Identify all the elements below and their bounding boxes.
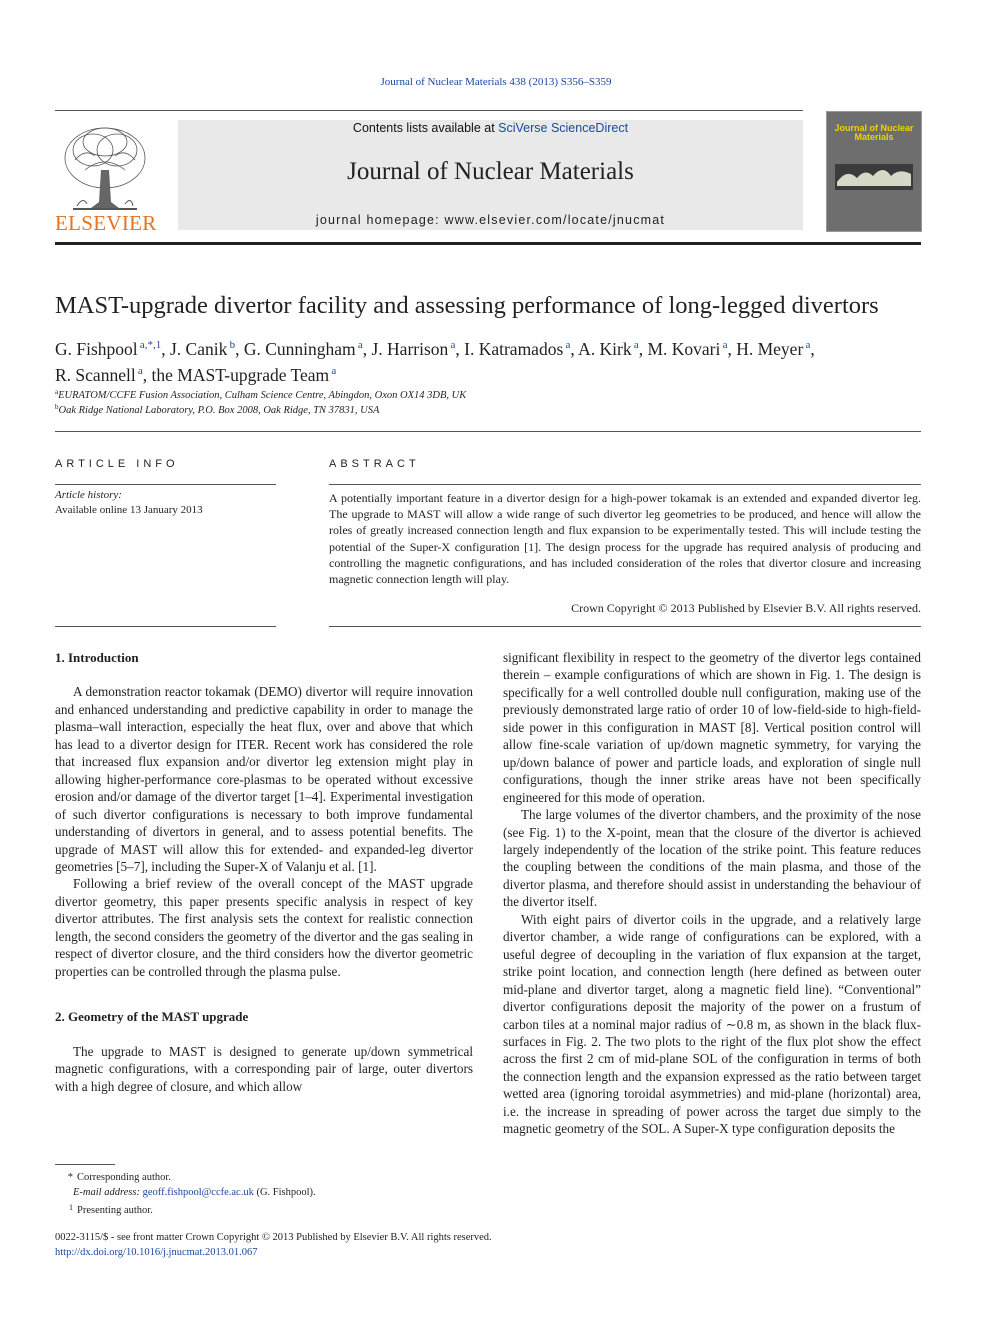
email-suffix: (G. Fishpool). <box>253 1187 316 1198</box>
footnote-corresponding <box>55 1170 485 1185</box>
section-rule <box>55 431 921 432</box>
footnote-mark-one: 1 <box>69 1203 73 1212</box>
right-paragraph-3: With eight pairs of divertor coils in the upgrade, and a relatively large divertor chamber, a wide range of configurations can be explored, with a useful degree of decoupling in the variation of flux expansion at the target, strike point location, and connection length (here defined as between outer mid-plane and divertor target, along a magnetic field line). “Conventional” divertor configurations deposit the majority of the power on a frustum of carbon tiles at a nominal major radius of ∼0.8 m, as shown in the black flux-surfaces in Fig. 2. The two plots to the right of the flux plot show the effect across the first 2 cm of mid-plane SOL of the configuration in terms of both the connection length and the expansion expressed as the ratio between target wetted area (ignoring toroidal asymmetries) and mid-plane (horizontal) area, i.e. the increase in spreading of power across the target due simply to the magnetic geometry of the SOL. A Super-X type configuration deposits the <box>503 911 921 1137</box>
section-1-paragraph-1: A demonstration reactor tokamak (DEMO) divertor will require innovation and enhanced understanding and predictive capability in order to manage the plasma–wall interaction, especially the heat flux, over and above that which has lead to a divertor design for ITER. Recent work has considered the role that increased flux expansion and/or divertor leg extension might play in allowing higher-performance core-plasmas to be operated without excessive erosion and/or damage of the divertor target [1–4]. Experimental investigation of such divertor configurations is necessary to both improve fundamental understanding of divertors in general, and to assess potential benefits. The upgrade of MAST will allow this for extended- and expanded-leg divertor geometries [5–7], including the Super-X of Valanju et al. [1]. <box>55 684 473 874</box>
author-separator: , <box>810 339 815 359</box>
section-2-paragraph-1: The upgrade to MAST is designed to generate up/down symmetrical magnetic configurations, with a corresponding pair of large, outer divertors with a high degree of closure, and which allow <box>55 1043 473 1094</box>
author-affiliation-mark[interactable]: a <box>448 339 456 351</box>
article-info-bottom-rule <box>55 626 276 627</box>
sciencedirect-link[interactable]: SciVerse ScienceDirect <box>498 121 629 135</box>
author-separator: , <box>455 339 465 359</box>
author-separator: , <box>570 339 579 359</box>
cover-title: Journal of Nuclear Materials <box>834 123 914 142</box>
author-list <box>55 334 925 386</box>
section-1-heading: 1. Introduction <box>55 650 139 665</box>
cover-image <box>835 164 913 190</box>
section-1-paragraph-2: Following a brief review of the overall concept of the MAST upgrade divertor geometry, this paper presents specific analysis in respect of key divertor attributes. The first analysis sets the context for realistic connection length, the second considers the geometry of the divertor and the gas sealing in respect of divertor closure, and the third considers how the divertor geometric properties can be controlled through the plasma pulse. <box>55 876 473 979</box>
author-name: the MAST-upgrade Team <box>151 365 330 385</box>
contents-line <box>178 121 803 135</box>
footnote-presenting <box>55 1200 485 1218</box>
article-title: MAST-upgrade divertor facility and assessing performance of long-legged divertors <box>55 292 879 319</box>
author-name: M. Kovari <box>647 339 721 359</box>
email-link[interactable]: geoff.fishpool@ccfe.ac.uk <box>142 1187 254 1198</box>
abstract-bottom-rule <box>329 626 921 627</box>
section-2-heading: 2. Geometry of the MAST upgrade <box>55 1009 249 1025</box>
author-name: R. Scannell <box>55 365 136 385</box>
author-name: I. Katramados <box>464 339 564 359</box>
affiliation-b: $^b$Oak Ridge National Laboratory, P.O. Box 2008, Oak Ridge, TN 37831, USA <box>55 403 380 416</box>
footnote-rule <box>55 1164 115 1165</box>
author-name: J. Harrison <box>371 339 449 359</box>
author-separator: , <box>161 339 170 359</box>
article-history-label: Article history: <box>55 489 122 501</box>
author-name: A. Kirk <box>578 339 632 359</box>
author-affiliation-mark[interactable]: a,*,1 <box>137 339 162 351</box>
abstract-rule <box>329 484 921 485</box>
journal-reference[interactable]: Journal of Nuclear Materials 438 (2013) S356–S359 <box>380 76 612 88</box>
contents-prefix: Contents lists available at <box>352 121 499 135</box>
right-column <box>503 649 921 1138</box>
authors-line-2 <box>55 360 925 386</box>
journal-title: Journal of Nuclear Materials <box>347 158 634 185</box>
abstract-text: A potentially important feature in a divertor design for a high-power tokamak is an extended and expanded divertor leg. The upgrade to MAST will allow a wide range of such divertor leg geometries to be produced, and hence will allow the roles of greatly increased connection length and flux expansion to be experimentally tested. This will include testing the potential of the Super-X configuration [1]. The design process for the upgrade has required analysis of producing and controlling the magnetic configurations, and has included consideration of the roles that divertor closure and increasing magnetic connection length will play. <box>329 491 921 587</box>
journal-masthead <box>178 120 803 230</box>
affiliation-a: $^a$EURATOM/CCFE Fusion Association, Culham Science Centre, Abingdon, Oxon OX14 3DB, UK <box>55 388 467 401</box>
author-name: J. Canik <box>170 339 228 359</box>
footnotes <box>55 1170 485 1218</box>
left-column <box>55 649 473 1095</box>
header-rule <box>55 110 803 111</box>
author-affiliation-mark[interactable]: a <box>631 339 639 351</box>
author-name: G. Fishpool <box>55 339 138 359</box>
author-affiliation-mark[interactable]: a <box>563 339 571 351</box>
footnote-mark-star: * <box>67 1172 73 1183</box>
journal-cover-thumbnail <box>826 111 922 232</box>
corresponding-author-note: Corresponding author. <box>77 1172 171 1183</box>
author-separator: , <box>235 339 244 359</box>
abstract-heading: ABSTRACT <box>329 458 420 470</box>
issn-line: 0022-3115/$ - see front matter Crown Copyright © 2013 Published by Elsevier B.V. All rights reserved. <box>55 1232 492 1243</box>
author-affiliation-mark[interactable]: a <box>355 339 363 351</box>
article-info-rule <box>55 484 276 485</box>
masthead-thick-rule <box>55 242 921 245</box>
right-paragraph-1: significant flexibility in respect to the geometry of the divertor legs contained therein – example configurations of which are shown in Fig. 1. The design is specifically for a well controlled double null configuration, making use of the previously demonstrated large ratio of order 10 of low-field-side to high-field-side power in this configuration in MAST [8]. Vertical position control will allow fine-scale variation of up/down magnetic symmetry, for varying the up/down balance of power and particle loads, and exploration of single null configurations, though the inner strike areas have not been specifically engineered for this mode of operation. <box>503 650 921 805</box>
elsevier-logo-text: ELSEVIER <box>55 211 157 235</box>
author-affiliation-mark[interactable]: b <box>227 339 236 351</box>
author-name: G. Cunningham <box>243 339 356 359</box>
author-affiliation-mark[interactable]: a <box>720 339 728 351</box>
author-separator: , <box>638 339 648 359</box>
author-name: H. Meyer <box>736 339 804 359</box>
doi-link[interactable]: http://dx.doi.org/10.1016/j.jnucmat.2013.01.067 <box>55 1247 258 1258</box>
author-separator: , <box>362 339 372 359</box>
author-separator: , <box>142 365 152 385</box>
abstract-copyright: Crown Copyright © 2013 Published by Elsevier B.V. All rights reserved. <box>571 601 921 615</box>
presenting-author-note: Presenting author. <box>77 1205 153 1216</box>
footnote-email <box>55 1185 485 1200</box>
author-affiliation-mark[interactable]: a <box>329 365 337 377</box>
right-paragraph-2: The large volumes of the divertor chambers, and the proximity of the nose (see Fig. 1) to the X-point, mean that the closure of the divertor is achieved largely independently of the location of the strike point. This feature reduces the coupling between the conditions of the main plasma, and those of the divertor plasma, and therefore should assist in understanding the behaviour of the divertor itself. <box>503 807 921 910</box>
author-separator: , <box>727 339 737 359</box>
author-affiliation-mark[interactable]: a <box>135 365 143 377</box>
article-history-value: Available online 13 January 2013 <box>55 504 203 516</box>
email-label: E-mail address: <box>73 1187 143 1198</box>
authors-line-1 <box>55 334 925 360</box>
author-affiliation-mark[interactable]: a <box>803 339 811 351</box>
journal-homepage[interactable]: journal homepage: www.elsevier.com/locate/jnucmat <box>315 213 666 227</box>
article-info-heading: ARTICLE INFO <box>55 458 179 470</box>
